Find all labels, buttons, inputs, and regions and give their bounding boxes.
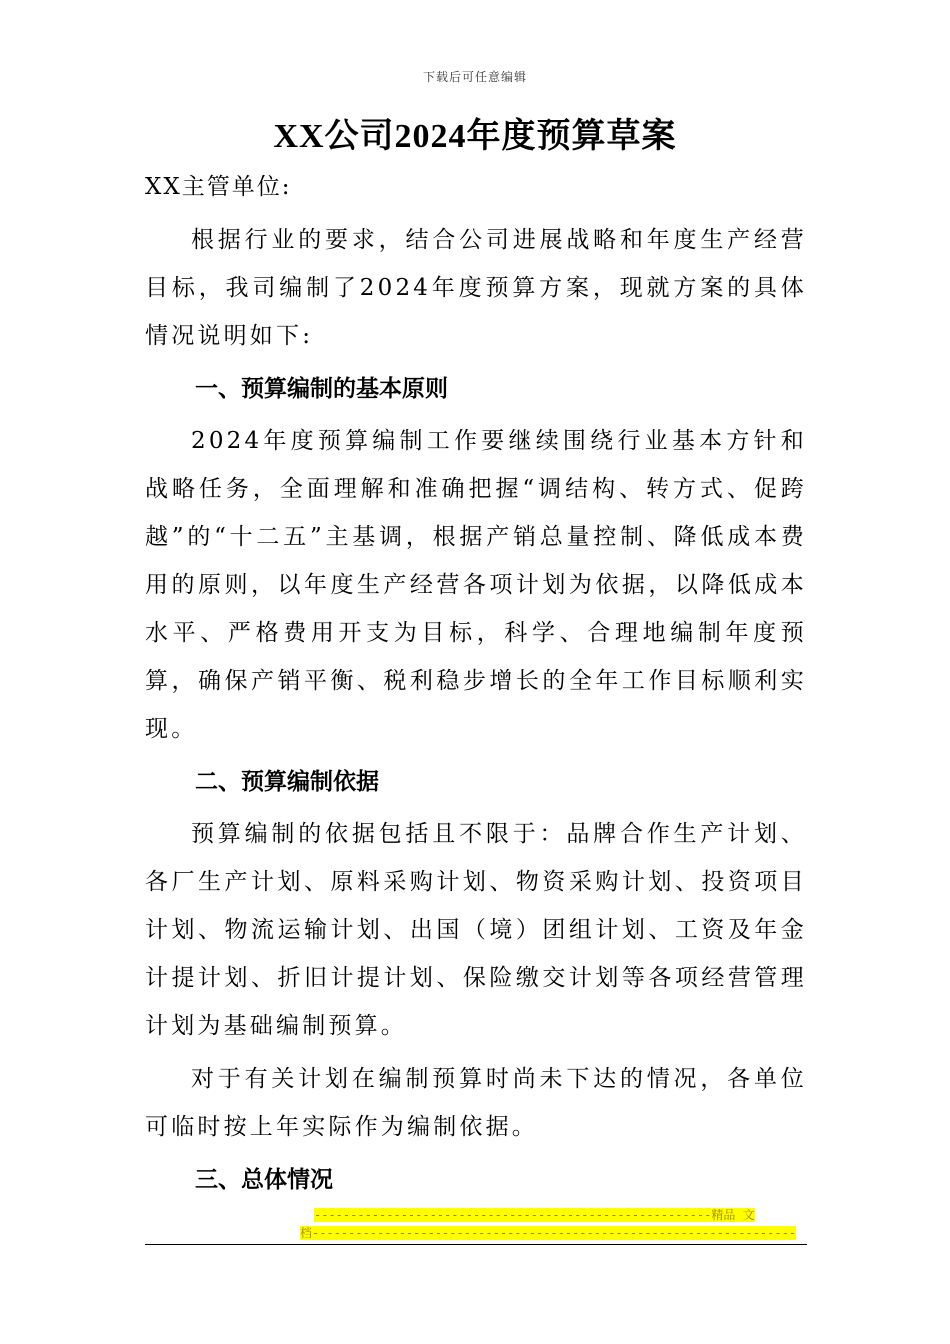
footer-line-1: -------------------------------------------------------精品 文 <box>314 1208 755 1222</box>
section-paragraph: 对于有关计划在编制预算时尚未下达的情况，各单位可临时按上年实际作为编制依据。 <box>145 1066 807 1140</box>
footer-line-2: 档------------------------------------------------------------------- <box>300 1226 797 1240</box>
section-paragraph: 2024年度预算编制工作要继续围绕行业基本方针和战略任务，全面理解和准确把握“调结构、转方式、促跨越”的“十二五”主基调，根据产销总量控制、降低成本费用的原则，以年度生产经营各项计划为依据，以降低成本水平、严格费用开支为目标，科学、合理地编制年度预算，确保产销平衡、税利稳步增长的全年工作目标顺利实现。 <box>145 428 807 742</box>
section-heading-basis: 二、预算编制依据 <box>195 769 379 795</box>
section-heading-principles: 一、预算编制的基本原则 <box>195 376 448 402</box>
section-heading-overview: 三、总体情况 <box>195 1167 333 1193</box>
header-note: 下载后可任意编辑 <box>422 70 527 84</box>
section-paragraph: 预算编制的依据包括且不限于：品牌合作生产计划、各厂生产计划、原料采购计划、物资采购计划、投资项目计划、物流运输计划、出国（境）团组计划、工资及年金计提计划、折旧计提计划、保险缴交计划等各项经营管理计划为基础编制预算。 <box>145 821 807 1039</box>
document-title: XX公司2024年度预算草案 <box>273 118 677 155</box>
document-body <box>145 170 807 1208</box>
salutation: XX主管单位: <box>145 174 292 200</box>
footer-divider <box>145 1244 807 1245</box>
intro-paragraph: 根据行业的要求，结合公司进展战略和年度生产经营目标，我司编制了2024年度预算方案，现就方案的具体情况说明如下: <box>145 227 807 349</box>
footer-watermark <box>300 1206 797 1242</box>
